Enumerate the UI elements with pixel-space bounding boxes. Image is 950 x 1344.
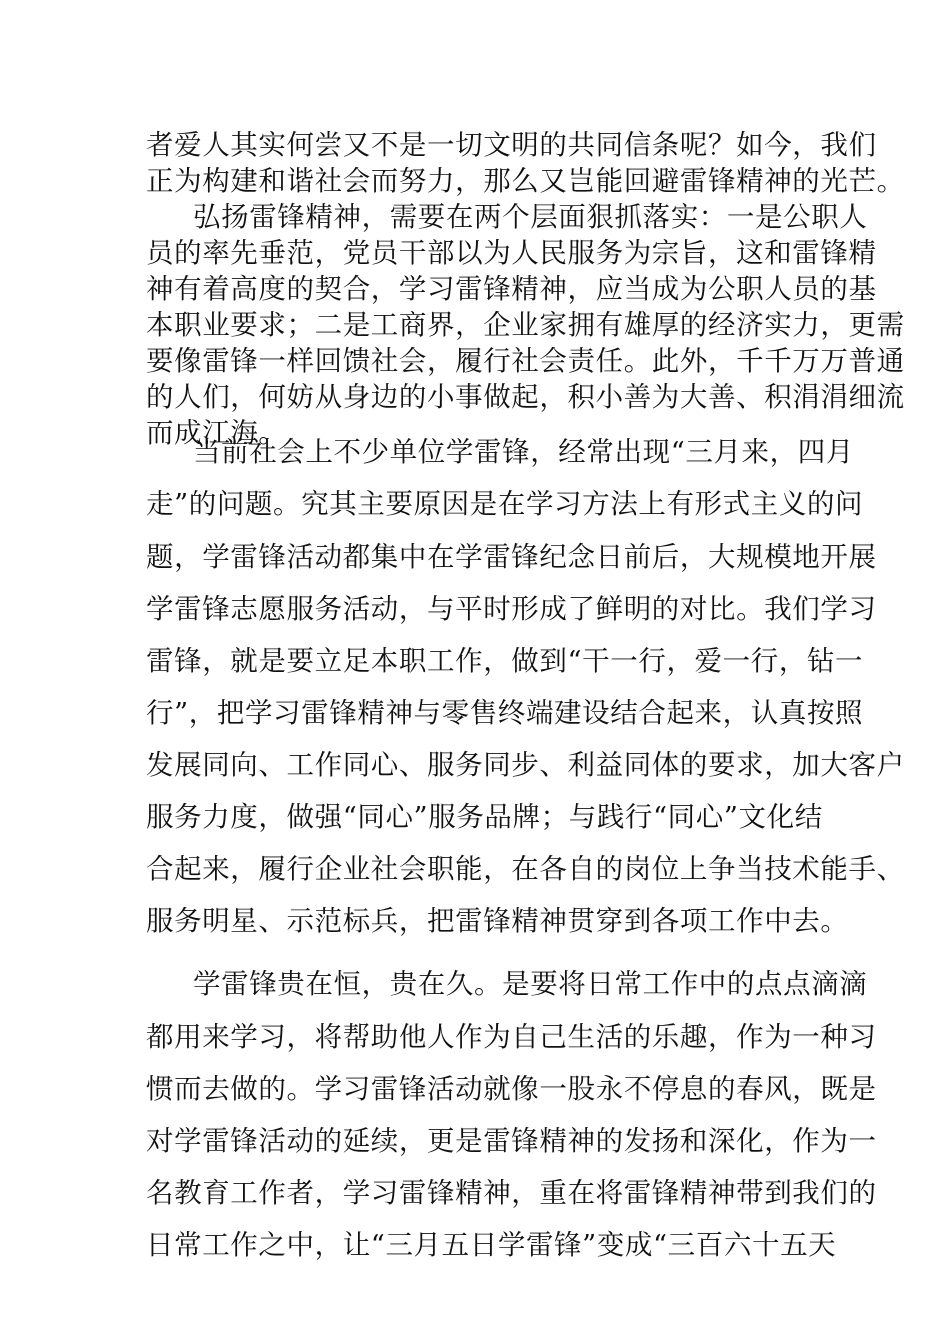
text-line: 名教育工作者，学习雷锋精神，重在将雷锋精神带到我们的 xyxy=(146,1177,877,1209)
text-line: 都用来学习，将帮助他人作为自己生活的乐趣，作为一种习 xyxy=(146,1021,877,1053)
text-line: 本职业要求；二是工商界，企业家拥有雄厚的经济实力，更需 xyxy=(146,309,905,341)
text-line: 走”的问题。究其主要原因是在学习方法上有形式主义的问 xyxy=(146,488,864,520)
text-line: 要像雷锋一样回馈社会，履行社会责任。此外，千千万万普通 xyxy=(146,345,905,377)
text-line: 学雷锋志愿服务活动，与平时形成了鲜明的对比。我们学习 xyxy=(146,593,877,625)
paragraph-first-line: 学雷锋贵在恒，贵在久。是要将日常工作中的点点滴滴 xyxy=(193,968,868,1000)
text-line: 惯而去做的。学习雷锋活动就像一股永不停息的春风，既是 xyxy=(146,1073,877,1105)
text-line: 雷锋，就是要立足本职工作，做到“干一行，爱一行，钻一 xyxy=(146,645,864,677)
text-line: 题，学雷锋活动都集中在学雷锋纪念日前后，大规模地开展 xyxy=(146,541,877,573)
text-line: 发展同向、工作同心、服务同步、利益同体的要求，加大客户 xyxy=(146,749,905,781)
text-line: 对学雷锋活动的延续，更是雷锋精神的发扬和深化，作为一 xyxy=(146,1125,877,1157)
text-line: 服务力度，做强“同心”服务品牌；与践行“同心”文化结 xyxy=(146,801,823,833)
text-line: 而成江海。 xyxy=(146,417,287,449)
text-line: 神有着高度的契合，学习雷锋精神，应当成为公职人员的基 xyxy=(146,273,877,305)
text-line: 者爱人其实何尝又不是一切文明的共同信条呢？如今，我们 xyxy=(146,129,877,161)
text-line: 行”，把学习雷锋精神与零售终端建设结合起来，认真按照 xyxy=(146,697,864,729)
text-line: 员的率先垂范，党员干部以为人民服务为宗旨，这和雷锋精 xyxy=(146,237,877,269)
text-line: 服务明星、示范标兵，把雷锋精神贯穿到各项工作中去。 xyxy=(146,905,849,937)
text-line: 的人们，何妨从身边的小事做起，积小善为大善、积涓涓细流 xyxy=(146,381,905,413)
text-line: 日常工作之中，让“三月五日学雷锋”变成“三百六十五天 xyxy=(146,1229,837,1261)
text-line: 正为构建和谐社会而努力，那么又岂能回避雷锋精神的光芒。 xyxy=(146,165,905,197)
paragraph-first-line: 弘扬雷锋精神，需要在两个层面狠抓落实：一是公职人 xyxy=(193,201,868,233)
paragraph-first-line: 当前社会上不少单位学雷锋，经常出现“三月来，四月 xyxy=(193,436,854,468)
text-line: 合起来，履行企业社会职能，在各自的岗位上争当技术能手、 xyxy=(146,853,905,885)
